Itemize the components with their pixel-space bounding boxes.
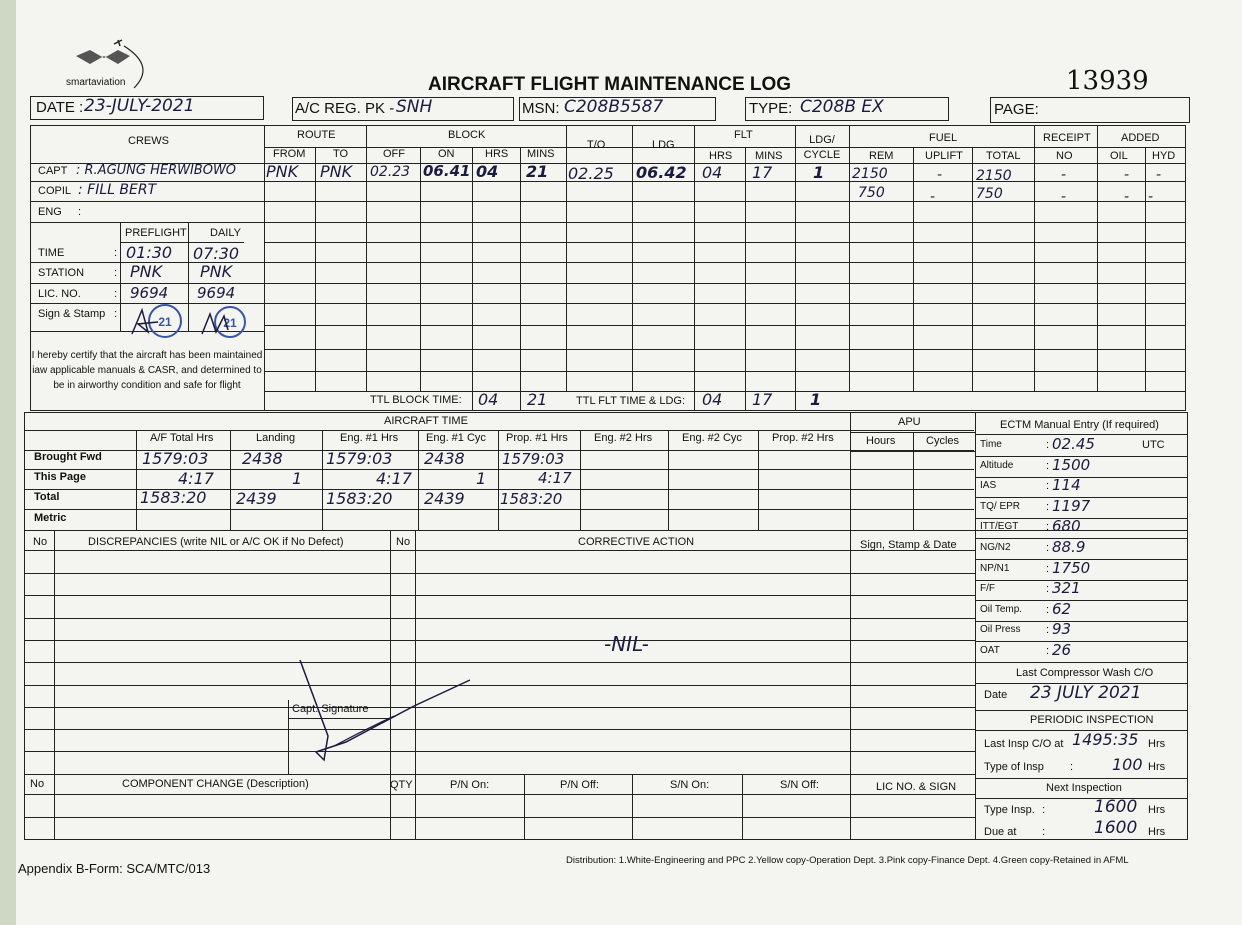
- tp-prop1-hrs: 4:17: [538, 469, 572, 487]
- tot-eng1-hrs: 1583:20: [326, 489, 393, 508]
- flight-takeoff: 02.25: [568, 164, 614, 183]
- flight-flt-hrs: 04: [702, 163, 723, 182]
- hyd-header: HYD: [1152, 150, 1176, 162]
- serial-number: 13939: [1066, 66, 1149, 96]
- ectm-row-line: [975, 662, 1188, 663]
- ectm-label: Altitude: [980, 460, 1014, 471]
- stamp-text: 21: [158, 315, 172, 329]
- logo: [64, 38, 156, 94]
- due-hrs: Hrs: [1148, 826, 1166, 838]
- fuel-total-1: 2150: [976, 168, 1012, 184]
- page-title: AIRCRAFT FLIGHT MAINTENANCE LOG: [428, 74, 792, 95]
- bf-landing: 2438: [242, 449, 283, 468]
- hyd-1: -: [1156, 167, 1162, 183]
- due-value: 1600: [1094, 818, 1138, 838]
- apu-title: APU: [898, 416, 921, 428]
- discrepancy-line: [24, 595, 975, 596]
- last-insp-value: 1495:35: [1072, 730, 1139, 749]
- ectm-label: Time: [980, 439, 1002, 450]
- hrs-header: HRS: [485, 148, 509, 160]
- date-label: DATE :: [36, 99, 84, 116]
- colon-sign: :: [114, 308, 118, 320]
- distribution-text: Distribution: 1.White-Engineering and PPC 2.Yellow copy-Operation Dept. 3.Pink copy-Finance Dept. 4.Green copy-Retained in AFML: [566, 855, 1129, 866]
- col-eng1-hrs: Eng. #1 Hrs: [340, 432, 399, 444]
- msn-value: C208B5587: [564, 97, 664, 117]
- eng-label: ENG: [38, 206, 62, 218]
- discrepancy-line: [24, 662, 975, 663]
- bf-af: 1579:03: [142, 449, 209, 468]
- time-preflight: 01:30: [126, 243, 173, 262]
- discrepancy-line: [24, 685, 975, 686]
- comp-pn-off: P/N Off:: [560, 779, 599, 791]
- sign-label: Sign & Stamp: [38, 308, 106, 320]
- colon-lic: :: [114, 288, 118, 300]
- capt-signature-icon: [294, 660, 484, 780]
- ttl-flt-mins: 17: [752, 390, 773, 409]
- next-type-label: Type Insp.: [984, 804, 1035, 816]
- sign-stamp-date: Sign, Stamp & Date: [860, 539, 957, 551]
- flight-landing: 06.42: [636, 163, 687, 182]
- apu-cycles: Cycles: [926, 435, 960, 447]
- comp-sn-on: S/N On:: [670, 779, 710, 791]
- block-header: BLOCK: [448, 129, 486, 141]
- stamp-text-2: 21: [223, 316, 237, 330]
- date-value: 23-JULY-2021: [84, 96, 195, 116]
- lic-preflight: 9694: [130, 284, 169, 302]
- tot-af: 1583:20: [140, 488, 207, 507]
- on-header: ON: [438, 148, 455, 160]
- ectm-colon: :: [1046, 645, 1050, 657]
- total-label: Total: [34, 491, 60, 503]
- ectm-colon: :: [1046, 583, 1050, 595]
- ectm-value: 1500: [1052, 456, 1091, 474]
- colon-time: :: [114, 247, 118, 259]
- ectm-colon: :: [1046, 460, 1050, 472]
- ectm-value: 93: [1052, 620, 1072, 638]
- col-eng2-hrs: Eng. #2 Hrs: [594, 432, 653, 444]
- ectm-label: F/F: [980, 583, 995, 594]
- total-header: TOTAL: [986, 150, 1021, 162]
- ectm-colon: :: [1046, 501, 1050, 513]
- next-title: Next Inspection: [1046, 782, 1122, 794]
- time-label: TIME: [38, 247, 65, 259]
- discrepancy-line: [24, 751, 975, 752]
- rem-header: REM: [869, 150, 894, 162]
- col-prop2-hrs: Prop. #2 Hrs: [772, 432, 834, 444]
- discrepancy-line: [24, 640, 975, 641]
- flt-mins-header: MINS: [755, 150, 783, 162]
- this-page-label: This Page: [34, 471, 86, 483]
- comp-qty: QTY: [390, 779, 413, 791]
- tp-af: 4:17: [178, 469, 214, 488]
- copil-value: : FILL BERT: [78, 182, 157, 198]
- next-type-colon: :: [1042, 804, 1046, 816]
- fuel-rem-2: 750: [858, 185, 885, 201]
- colon-station: :: [114, 267, 118, 279]
- flight-to: PNK: [320, 162, 353, 181]
- ectm-colon: :: [1046, 624, 1050, 636]
- periodic-title: PERIODIC INSPECTION: [1030, 714, 1154, 726]
- tp-landing: 1: [292, 469, 303, 488]
- comp-pn-on: P/N On:: [450, 779, 490, 791]
- disc-title: DISCREPANCIES (write NIL or A/C OK if No Defect): [88, 536, 344, 548]
- flight-block-hrs: 04: [476, 162, 499, 181]
- certify-text: I hereby certify that the aircraft has been maintained iaw applicable manuals & CASR, and determined to be in airworthy condition and safe for flight: [31, 350, 263, 391]
- ectm-colon: :: [1046, 542, 1050, 554]
- ectm-label: TQ/ EPR: [980, 501, 1021, 512]
- ectm-value: 114: [1052, 476, 1081, 494]
- tot-prop1-hrs: 1583:20: [500, 490, 563, 508]
- flight-flt-mins: 17: [752, 163, 773, 182]
- comp-lic: LIC NO. & SIGN: [876, 781, 957, 793]
- comp-no: No: [30, 778, 45, 790]
- ectm-label: IAS: [980, 480, 997, 491]
- oil-2: -: [1124, 189, 1130, 205]
- fuel-total-2: 750: [976, 186, 1003, 202]
- reg-label: A/C REG. PK -: [295, 100, 395, 117]
- ectm-row-line: [975, 600, 1188, 601]
- tp-eng1-cyc: 1: [476, 469, 487, 488]
- station-label: STATION: [38, 267, 85, 279]
- fuel-uplift-1: -: [937, 167, 943, 183]
- uplift-header: UPLIFT: [925, 150, 963, 162]
- aircraft-time-title: AIRCRAFT TIME: [384, 415, 468, 427]
- to-header: TO: [333, 148, 349, 160]
- capt-label: CAPT: [38, 165, 68, 177]
- preflight-header: PREFLIGHT: [125, 227, 187, 239]
- next-type-value: 1600: [1094, 797, 1138, 817]
- capt-value: : R.AGUNG HERWIBOWO: [76, 163, 237, 178]
- disc-no2: No: [396, 536, 411, 548]
- ectm-label: Oil Temp.: [980, 604, 1023, 615]
- ectm-label: ITT/EGT: [980, 521, 1019, 532]
- eng-value: :: [78, 206, 82, 218]
- station-preflight: PNK: [130, 262, 163, 281]
- next-type-hrs: Hrs: [1148, 804, 1166, 816]
- receipt-no-header: NO: [1056, 150, 1073, 162]
- ectm-value: 62: [1052, 600, 1072, 618]
- page-label: PAGE:: [994, 101, 1039, 118]
- added-header: ADDED: [1121, 132, 1160, 144]
- ectm-row-line: [975, 580, 1188, 581]
- ectm-utc: UTC: [1142, 439, 1165, 451]
- ectm-label: NG/N2: [980, 542, 1011, 553]
- col-landing: Landing: [256, 432, 296, 444]
- ectm-row-line: [975, 641, 1188, 642]
- brought-fwd-label: Brought Fwd: [34, 451, 102, 463]
- col-prop1-hrs: Prop. #1 Hrs: [506, 432, 568, 444]
- reg-value: SNH: [396, 97, 433, 117]
- fuel-uplift-2: -: [930, 189, 936, 205]
- ttl-block-hrs: 04: [478, 390, 499, 409]
- nil-entry: -NIL-: [604, 632, 649, 656]
- fuel-rem-1: 2150: [852, 166, 888, 182]
- lic-daily: 9694: [197, 284, 236, 302]
- metric-label: Metric: [34, 512, 67, 524]
- comp-sn-off: S/N Off:: [780, 779, 819, 791]
- apu-hours: Hours: [866, 435, 896, 447]
- ectm-colon: :: [1046, 439, 1050, 451]
- corrective-title: CORRECTIVE ACTION: [578, 536, 695, 548]
- ectm-value: 02.45: [1052, 435, 1095, 453]
- ectm-row-line: [975, 621, 1188, 622]
- comp-title: COMPONENT CHANGE (Description): [122, 778, 309, 790]
- discrepancy-line: [24, 707, 975, 708]
- flt-header: FLT: [734, 129, 753, 141]
- lic-label: LIC. NO.: [38, 288, 81, 300]
- ectm-value: 321: [1052, 579, 1081, 597]
- logo-text: smartaviation: [66, 77, 126, 88]
- last-insp-hrs: Hrs: [1148, 738, 1166, 750]
- route-header: ROUTE: [297, 129, 336, 141]
- ttl-block-label: TTL BLOCK TIME:: [370, 394, 462, 406]
- ectm-colon: :: [1046, 521, 1050, 533]
- msn-label: MSN:: [522, 100, 560, 117]
- ldg-header: LDG: [652, 139, 675, 151]
- off-header: OFF: [383, 148, 405, 160]
- discrepancy-line: [24, 618, 975, 619]
- ldg-cycle-header: LDG/ CYCLE: [803, 134, 841, 161]
- ttl-block-mins: 21: [527, 390, 548, 409]
- ectm-label: Oil Press: [980, 624, 1021, 635]
- flt-hrs-header: HRS: [709, 150, 733, 162]
- bf-eng1-hrs: 1579:03: [326, 449, 393, 468]
- bf-eng1-cyc: 2438: [424, 449, 465, 468]
- last-insp-label: Last Insp C/O at: [984, 738, 1064, 750]
- bf-prop1-hrs: 1579:03: [502, 450, 565, 468]
- discrepancy-line: [24, 729, 975, 730]
- ttl-flt-hrs: 04: [702, 390, 723, 409]
- type-insp-value: 100: [1112, 755, 1143, 774]
- ectm-value: 1750: [1052, 559, 1091, 577]
- ectm-value: 88.9: [1052, 538, 1086, 556]
- flight-from: PNK: [266, 162, 299, 181]
- flight-off: 02.23: [370, 164, 411, 180]
- ectm-title: ECTM Manual Entry (If required): [1000, 419, 1159, 431]
- receipt-header: RECEIPT: [1043, 132, 1091, 144]
- ttl-ldg: 1: [810, 390, 822, 409]
- ectm-row-line: [975, 518, 1188, 519]
- ectm-value: 680: [1052, 517, 1081, 535]
- type-insp-label: Type of Insp: [984, 761, 1044, 773]
- type-value: C208B EX: [800, 97, 884, 117]
- type-label: TYPE:: [749, 100, 793, 117]
- daily-signature-icon: [198, 308, 237, 338]
- flight-block-mins: 21: [526, 162, 549, 181]
- from-header: FROM: [273, 148, 306, 160]
- tot-landing: 2439: [236, 489, 277, 508]
- col-eng2-cyc: Eng. #2 Cyc: [682, 432, 742, 444]
- type-insp-colon: :: [1070, 761, 1074, 773]
- to-time-header: T/O: [587, 139, 606, 151]
- oil-1: -: [1124, 167, 1130, 183]
- appendix-text: Appendix B-Form: SCA/MTC/013: [18, 861, 211, 876]
- flight-on: 06.41: [423, 162, 471, 180]
- page-edge: [0, 0, 16, 925]
- ectm-colon: :: [1046, 480, 1050, 492]
- hyd-2: -: [1148, 189, 1154, 205]
- oil-header: OIL: [1110, 150, 1128, 162]
- ectm-value: 1197: [1052, 497, 1091, 515]
- ectm-colon: :: [1046, 563, 1050, 575]
- station-daily: PNK: [200, 262, 233, 281]
- preflight-signature-icon: [128, 306, 164, 338]
- tot-eng1-cyc: 2439: [424, 489, 465, 508]
- ectm-label: NP/N1: [980, 563, 1010, 574]
- fuel-header: FUEL: [929, 132, 958, 144]
- ectm-row-line: [975, 477, 1188, 478]
- type-insp-hrs: Hrs: [1148, 761, 1166, 773]
- copil-label: COPIL: [38, 185, 72, 197]
- wash-date-value: 23 JULY 2021: [1030, 683, 1142, 703]
- due-label: Due at: [984, 826, 1017, 838]
- flight-cycle: 1: [813, 163, 825, 182]
- ttl-flt-label: TTL FLT TIME & LDG:: [576, 395, 686, 407]
- due-colon: :: [1042, 826, 1046, 838]
- ectm-label: OAT: [980, 645, 1000, 656]
- disc-no: No: [33, 536, 48, 548]
- ectm-colon: :: [1046, 604, 1050, 616]
- col-eng1-cyc: Eng. #1 Cyc: [426, 432, 486, 444]
- daily-header: DAILY: [210, 227, 241, 239]
- receipt-2: -: [1061, 189, 1067, 205]
- crews-title: CREWS: [128, 135, 169, 147]
- col-af-total: A/F Total Hrs: [150, 432, 214, 444]
- ectm-value: 26: [1052, 641, 1072, 659]
- mins-header: MINS: [527, 148, 555, 160]
- discrepancy-line: [24, 573, 975, 574]
- wash-date-label: Date: [984, 689, 1008, 701]
- time-daily: 07:30: [193, 244, 240, 263]
- tp-eng1-hrs: 4:17: [376, 469, 412, 488]
- receipt-1: -: [1061, 167, 1067, 183]
- wash-title: Last Compressor Wash C/O: [1016, 667, 1154, 679]
- capt-signature-label: Capt. Signature: [292, 703, 369, 715]
